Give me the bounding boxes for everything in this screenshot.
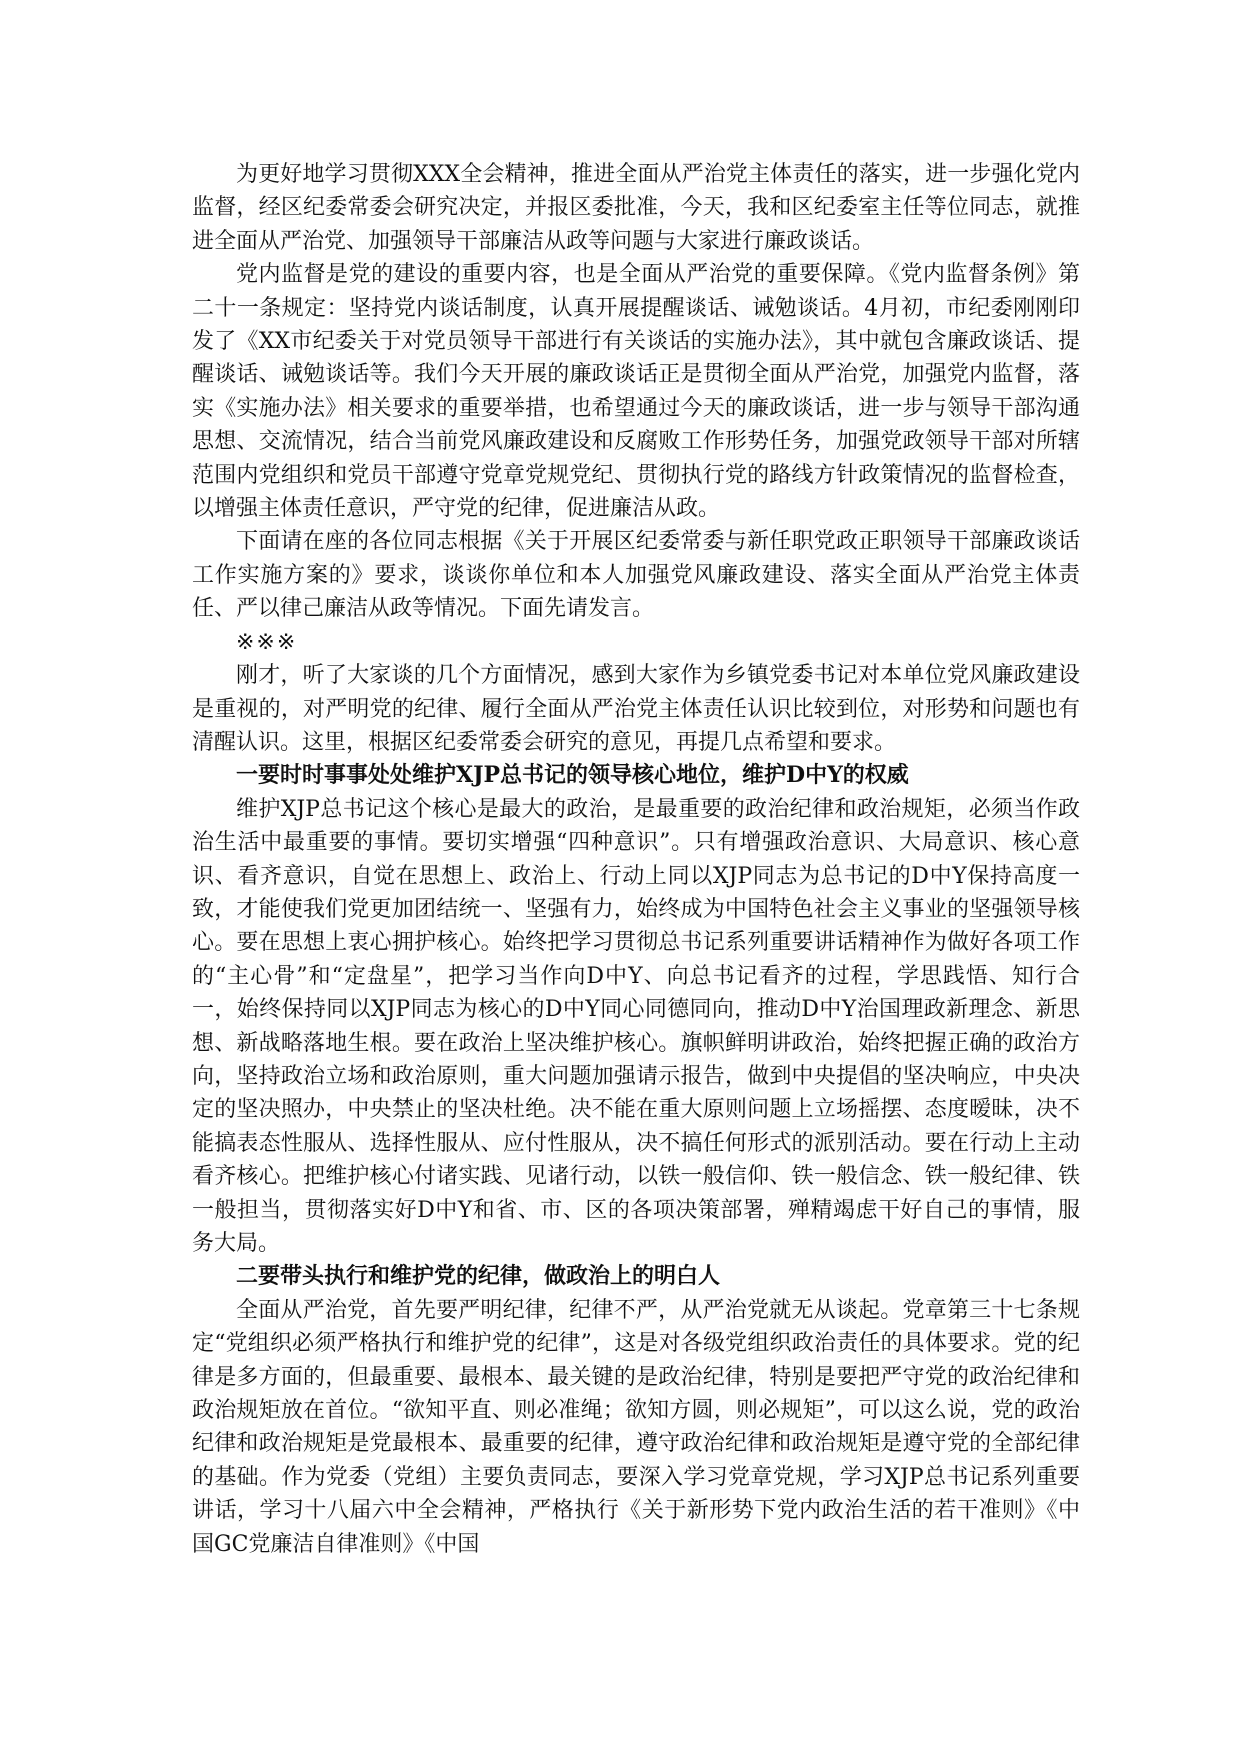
supervision-paragraph: 党内监督是党的建设的重要内容，也是全面从严治党的重要保障。《党内监督条例》第二十一条规定：坚持党内谈话制度，认真开展提醒谈话、诫勉谈话。4月初，市纪委刚刚印发了《XX市纪委关于对党员领导干部进行有关谈话的实施办法》，其中就包含廉政谈话、提醒谈话、诫勉谈话等。我们今天开展的廉政谈话正是贯彻全面从严治党，加强党内监督，落实《实施办法》相关要求的重要举措，也希望通过今天的廉政谈话，进一步与领导干部沟通思想、交流情况，结合当前党风廉政建设和反腐败工作形势任务，加强党政领导干部对所辖范围内党组织和党员干部遵守党章党规党纪、贯彻执行党的路线方针政策情况的监督检查，以增强主体责任意识，严守党的纪律，促进廉洁从政。 <box>192 262 1080 522</box>
invitation-paragraph: 下面请在座的各位同志根据《关于开展区纪委常委与新任职党政正职领导干部廉政谈话工作实施方案的》要求，谈谈你单位和本人加强党风廉政建设、落实全面从严治党主体责任、严以律己廉洁从政等情况。下面先请发言。 <box>192 529 1080 622</box>
section-body-1: 维护XJP总书记这个核心是最大的政治，是最重要的政治纪律和政治规矩，必须当作政治生活中最重要的事情。要切实增强“四种意识”。只有增强政治意识、大局意识、核心意识、看齐意识，自觉在思想上、政治上、行动上同以XJP同志为总书记的D中Y保持高度一致，才能使我们党更加团结统一、坚强有力，始终成为中国特色社会主义事业的坚强领导核心。要在思想上衷心拥护核心。始终把学习贯彻总书记系列重要讲话精神作为做好各项工作的“主心骨”和“定盘星”，把学习当作向D中Y、向总书记看齐的过程，学思践悟、知行合一，始终保持同以XJP同志为核心的D中Y同心同德同向，推动D中Y治国理政新理念、新思想、新战略落地生根。要在政治上坚决维护核心。旗帜鲜明讲政治，始终把握正确的政治方向，坚持政治立场和政治原则，重大问题加强请示报告，做到中央提倡的坚决响应，中央决定的坚决照办，中央禁止的坚决杜绝。决不能在重大原则问题上立场摇摆、态度暧昧，决不能搞表态性服从、选择性服从、应付性服从，决不搞任何形式的派别活动。要在行动上主动看齐核心。把维护核心付诸实践、见诸行动，以铁一般信仰、铁一般信念、铁一般纪律、铁一般担当，贯彻落实好D中Y和省、市、区的各项决策部署，殚精竭虑干好自己的事情，服务大局。 <box>192 796 1080 1256</box>
section-heading-2: 二要带头执行和维护党的纪律，做政治上的明白人 <box>236 1263 721 1290</box>
section-body-2: 全面从严治党，首先要严明纪律，纪律不严，从严治党就无从谈起。党章第三十七条规定“党组织必须严格执行和维护党的纪律”，这是对各级党组织政治责任的具体要求。党的纪律是多方面的，但最重要、最根本、最关键的是政治纪律，特别是要把严守党的政治纪律和政治规矩放在首位。“欲知平直、则必准绳；欲知方圆，则必规矩”，可以这么说，党的政治纪律和政治规矩是党最根本、最重要的纪律，遵守政治纪律和政治规矩是遵守党的全部纪律的基础。作为党委（党组）主要负责同志，要深入学习党章党规，学习XJP总书记系列重要讲话，学习十八届六中全会精神，严格执行《关于新形势下党内政治生活的若干准则》《中国GC党廉洁自律准则》《中国 <box>192 1297 1080 1557</box>
section-separator: ※※※ <box>236 629 298 655</box>
section-heading-1: 一要时时事事处处维护XJP总书记的领导核心地位，维护D中Y的权威 <box>236 762 909 789</box>
intro-paragraph: 为更好地学习贯彻XXX全会精神，推进全面从严治党主体责任的落实，进一步强化党内监督，经区纪委常委会研究决定，并报区委批准，今天，我和区纪委室主任等位同志，就推进全面从严治党、加强领导干部廉洁从政等问题与大家进行廉政谈话。 <box>192 162 1080 254</box>
document-body <box>192 158 1080 1561</box>
closing-paragraph: 刚才，听了大家谈的几个方面情况，感到大家作为乡镇党委书记对本单位党风廉政建设是重视的，对严明党的纪律、履行全面从严治党主体责任认识比较到位，对形势和问题也有清醒认识。这里，根据区纪委常委会研究的意见，再提几点希望和要求。 <box>192 663 1080 755</box>
